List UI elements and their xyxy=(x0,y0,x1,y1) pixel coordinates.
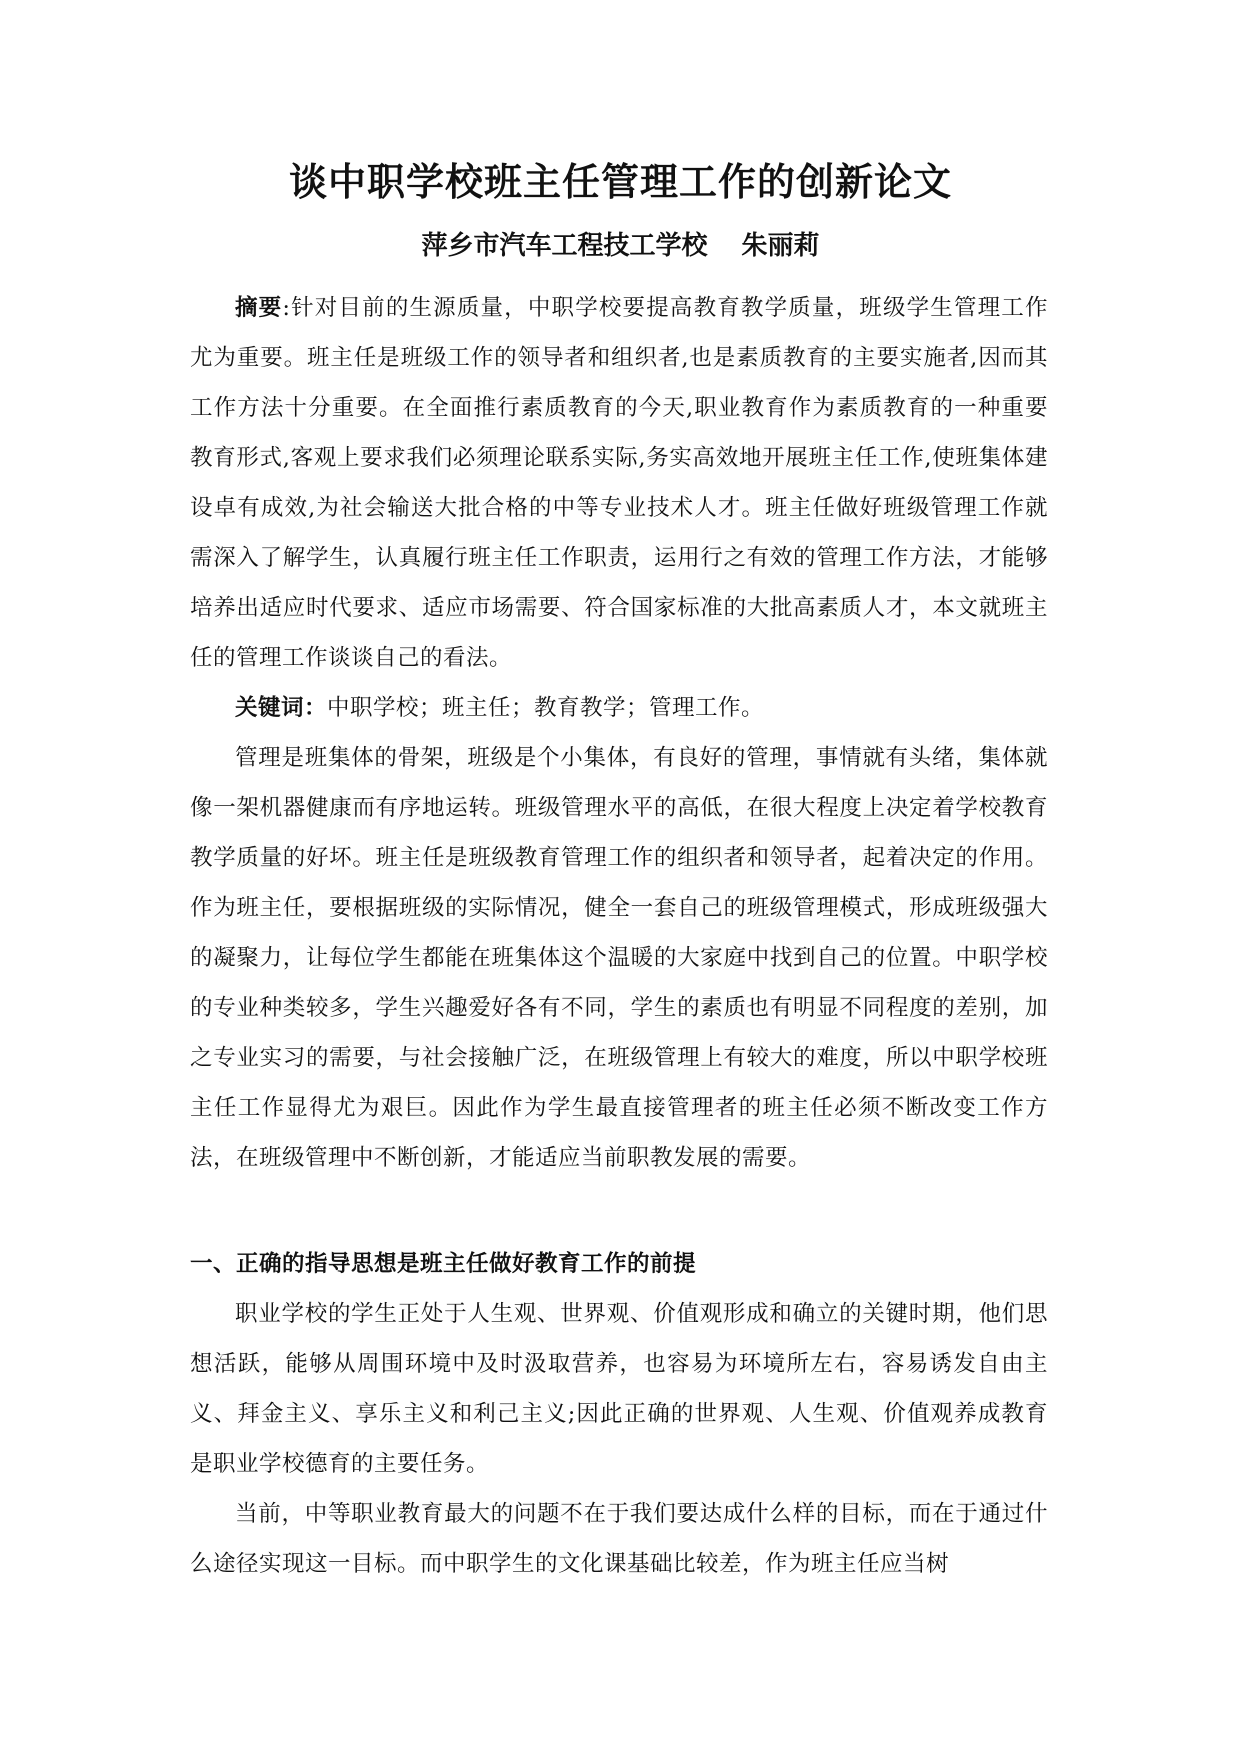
section-paragraph: 职业学校的学生正处于人生观、世界观、价值观形成和确立的关键时期，他们思想活跃，能够从周围环境中及时汲取营养，也容易为环境所左右，容易诱发自由主义、拜金主义、享乐主义和利己主义;因此正确的世界观、人生观、价值观养成教育是职业学校德育的主要任务。 xyxy=(190,1301,1048,1477)
keywords-paragraph xyxy=(190,683,1048,733)
author-affiliation: 萍乡市汽车工程技工学校 xyxy=(421,231,708,261)
paper-title: 谈中职学校班主任管理工作的创新论文 xyxy=(288,159,952,204)
author-name: 朱丽莉 xyxy=(741,231,820,261)
abstract-text: 针对目前的生源质量，中职学校要提高教育教学质量，班级学生管理工作尤为重要。班主任是班级工作的领导者和组织者,也是素质教育的主要实施者,因而其工作方法十分重要。在全面推行素质教育的今天,职业教育作为素质教育的一种重要教育形式,客观上要求我们必须理论联系实际,务实高效地开展班主任工作,使班集体建设卓有成效,为社会输送大批合格的中等专业技术人才。班主任做好班级管理工作就需深入了解学生，认真履行班主任工作职责，运用行之有效的管理工作方法，才能够培养出适应时代要求、适应市场需要、符合国家标准的大批高素质人才，本文就班主任的管理工作谈谈自己的看法。 xyxy=(190,295,1048,671)
abstract-colon: : xyxy=(282,295,291,321)
byline xyxy=(0,226,1241,266)
section-heading: 一、正确的指导思想是班主任做好教育工作的前提 xyxy=(190,1251,697,1277)
paper-body xyxy=(190,283,1048,1589)
section-spacer xyxy=(190,1183,1048,1239)
section-paragraph: 当前，中等职业教育最大的问题不在于我们要达成什么样的目标，而在于通过什么途径实现这一目标。而中职学生的文化课基础比较差，作为班主任应当树 xyxy=(190,1501,1048,1577)
keywords-label: 关键词： xyxy=(235,695,328,721)
abstract-paragraph xyxy=(190,283,1048,683)
intro-paragraph: 管理是班集体的骨架，班级是个小集体，有良好的管理，事情就有头绪，集体就像一架机器健康而有序地运转。班级管理水平的高低，在很大程度上决定着学校教育教学质量的好坏。班主任是班级教育管理工作的组织者和领导者，起着决定的作用。作为班主任，要根据班级的实际情况，健全一套自己的班级管理模式，形成班级强大的凝聚力，让每位学生都能在班集体这个温暖的大家庭中找到自己的位置。中职学校的专业种类较多，学生兴趣爱好各有不同，学生的素质也有明显不同程度的差别，加之专业实习的需要，与社会接触广泛，在班级管理上有较大的难度，所以中职学校班主任工作显得尤为艰巨。因此作为学生最直接管理者的班主任必须不断改变工作方法，在班级管理中不断创新，才能适应当前职教发展的需要。 xyxy=(190,745,1048,1171)
keywords-text: 中职学校；班主任；教育教学；管理工作。 xyxy=(327,695,765,721)
abstract-label: 摘要 xyxy=(235,295,283,321)
